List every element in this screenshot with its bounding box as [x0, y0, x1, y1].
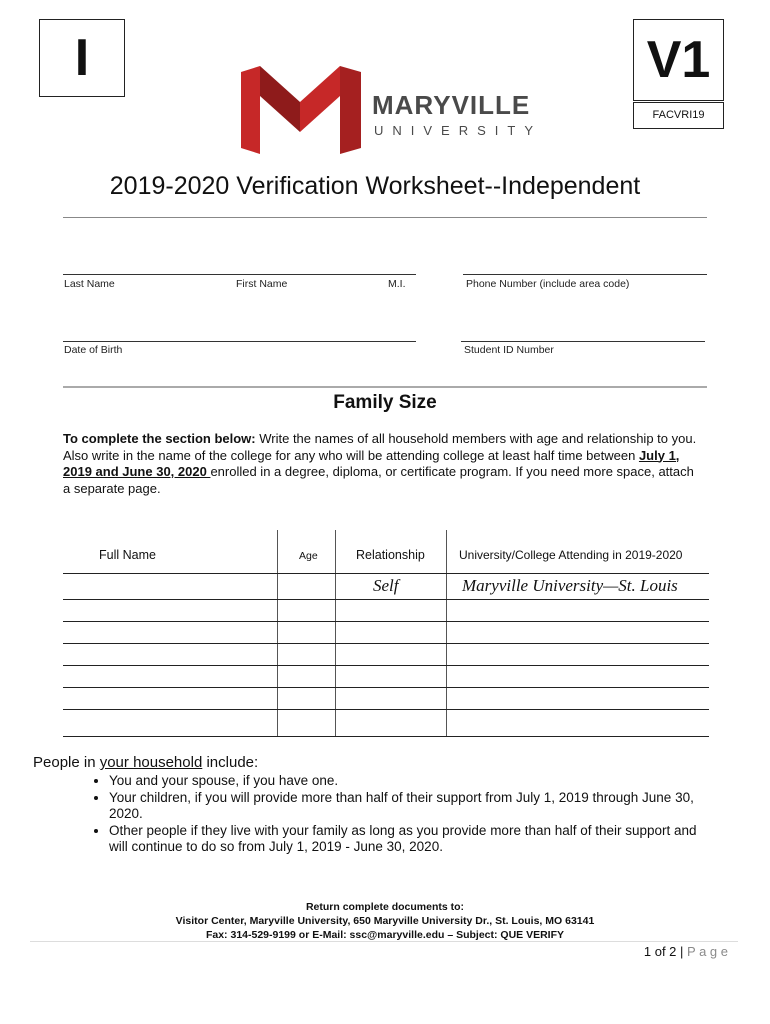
form-letter: I: [74, 29, 90, 87]
last-name-label: Last Name: [64, 278, 115, 290]
footer-address: [0, 900, 770, 942]
instructions-dates: July 1, 2019 and June 30, 2020: [63, 447, 680, 479]
maryville-m-icon: [238, 62, 364, 158]
row-line-4: [63, 665, 709, 666]
instructions-text-2: enrolled in a degree, diploma, or certificate program. If you need more space, attach a separate page.: [63, 464, 694, 496]
page-count: 1 of 2: [643, 944, 677, 959]
version-box: [633, 19, 724, 101]
logo-name-line1: MARYVILLE: [372, 90, 531, 120]
household-intro-link: your household: [99, 754, 203, 771]
table-cell-college[interactable]: Maryville University—St. Louis: [462, 576, 678, 595]
table-cell-relationship[interactable]: Self: [373, 576, 399, 595]
bullet-item: • Your children, if you will provide more than half of their support from July 1, 2019 through June 30, 2020.: [109, 790, 697, 823]
name-field-line[interactable]: [63, 274, 416, 275]
phone-label: Phone Number (include area code): [466, 278, 630, 290]
version-label: V1: [646, 31, 711, 89]
footer-line-1: Return complete documents to:: [305, 901, 465, 913]
household-table: [63, 530, 709, 740]
first-name-label: First Name: [236, 278, 288, 290]
form-code: FACVRI19: [652, 109, 705, 121]
bullet-item: • You and your spouse, if you have one.: [109, 773, 697, 790]
row-line-6: [63, 709, 709, 710]
row-line-3: [63, 643, 709, 644]
header-bottom-line: [63, 573, 709, 574]
footer-line-2: Visitor Center, Maryville University, 650 Maryville University Dr., St. Louis, MO 63141: [175, 915, 595, 927]
page-word: P a g e: [687, 944, 728, 959]
instructions-text-1: Write the names of all household members with age and relationship to you. Also write in the name of the college for any who will be attending college at least half time between: [63, 431, 697, 463]
col-header-college: University/College Attending in 2019-2020: [459, 548, 683, 562]
page-number: [644, 944, 728, 959]
col-header-full-name: Full Name: [99, 548, 156, 562]
col-header-age: Age: [299, 550, 318, 562]
mi-label: M.I.: [388, 278, 406, 290]
instructions-bold: To complete the section below:: [63, 431, 256, 446]
form-code-box: [633, 102, 724, 129]
student-id-field-line[interactable]: [461, 341, 705, 342]
row-line-7: [63, 736, 709, 737]
col-divider-1: [277, 530, 278, 737]
household-intro-1: People in: [33, 754, 100, 771]
dob-field-line[interactable]: [63, 341, 416, 342]
family-size-instructions: [63, 431, 703, 497]
household-intro: [33, 754, 258, 771]
row-line-5: [63, 687, 709, 688]
col-divider-3: [446, 530, 447, 737]
title-rule: [63, 217, 707, 218]
row-line-1: [63, 599, 709, 600]
dob-label: Date of Birth: [64, 344, 123, 356]
student-id-label: Student ID Number: [464, 344, 554, 356]
household-intro-2: include:: [202, 754, 259, 771]
form-letter-box: [39, 19, 125, 97]
footer-rule: [30, 941, 738, 942]
bullet-item: • Other people if they live with your family as long as you provide more than half of their support and will continue to do so from July 1, 2019 - June 30, 2020.: [109, 823, 697, 856]
col-header-relationship: Relationship: [356, 548, 425, 562]
page-separator: |: [676, 944, 688, 959]
phone-field-line[interactable]: [463, 274, 707, 275]
section-rule: [63, 386, 707, 388]
row-line-2: [63, 621, 709, 622]
logo-name-line2: UNIVERSITY: [374, 123, 543, 138]
footer-line-3: Fax: 314-529-9199 or E-Mail: ssc@maryville.edu – Subject: QUE VERIFY: [205, 929, 565, 941]
family-size-heading: Family Size: [333, 392, 437, 413]
household-bullets: [87, 773, 697, 856]
col-divider-2: [335, 530, 336, 737]
page-title: 2019-2020 Verification Worksheet--Independent: [109, 172, 641, 200]
maryville-logo: [238, 62, 543, 158]
